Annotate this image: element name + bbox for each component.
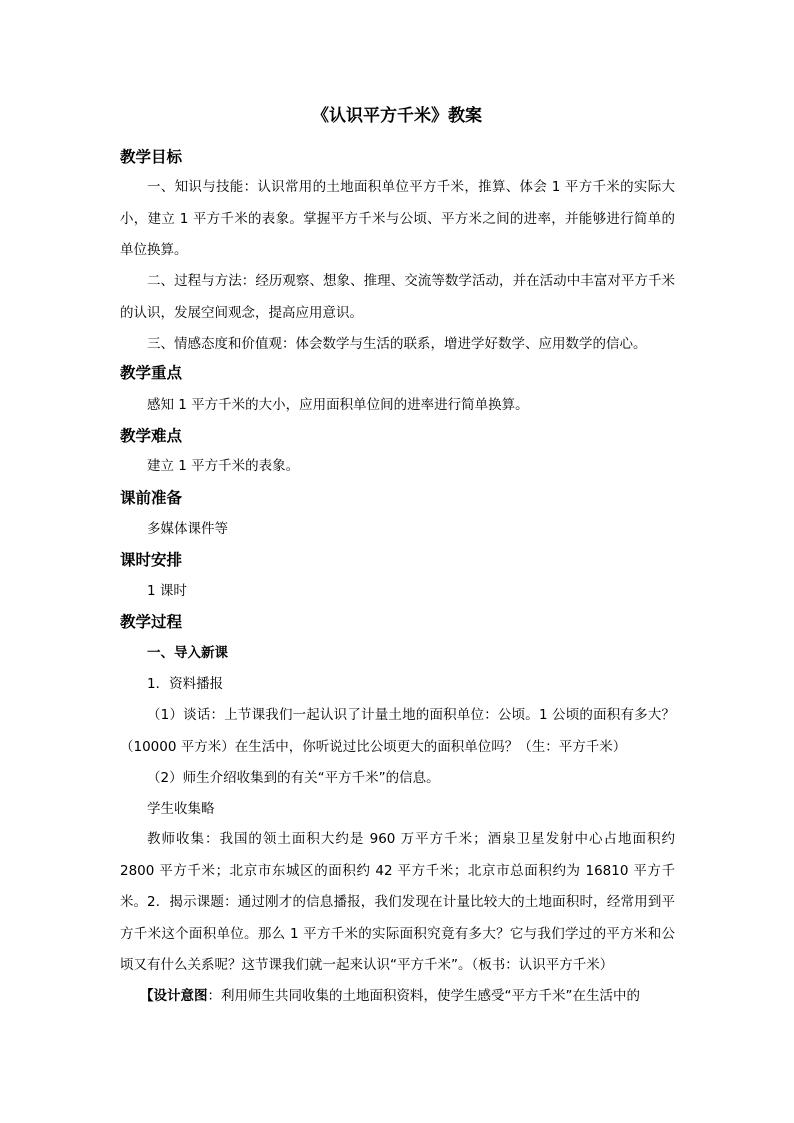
schedule-text: 1 课时 bbox=[147, 583, 187, 599]
goal-process-methods: 二、过程与方法：经历观察、想象、推理、交流等数学活动，并在活动中丰富对平方千米的认识，发展空间观念，提高应用意识。 bbox=[120, 273, 675, 321]
goal-knowledge-skills: 一、知识与技能：认识常用的土地面积单位平方千米，推算、体会 1 平方千米的实际大小，建立 1 平方千米的表象。掌握平方千米与公顷、平方米之间的进率，并能够进行简单的单位换算。 bbox=[120, 179, 675, 258]
heading-difficulties: 教学难点 bbox=[120, 427, 183, 445]
document-title: 《认识平方千米》教案 bbox=[312, 106, 482, 126]
design-intent-label: 【设计意图 bbox=[140, 988, 208, 1004]
student-collect: 学生收集略 bbox=[147, 801, 215, 817]
design-intent bbox=[120, 981, 680, 1013]
part1-heading: 一、导入新课 bbox=[147, 645, 228, 661]
difficulties-text: 建立 1 平方千米的表象。 bbox=[147, 458, 300, 474]
heading-schedule: 课时安排 bbox=[120, 551, 183, 569]
goal-attitude-values: 三、情感态度和价值观：体会数学与生活的联系，增进学好数学、应用数学的信心。 bbox=[147, 336, 647, 352]
heading-preparation: 课前准备 bbox=[120, 489, 183, 507]
step1-item2: （2）师生介绍收集到的有关“平方千米”的信息。 bbox=[147, 770, 440, 786]
step2-reveal-topic: 2．揭示课题：通过刚才的信息播报，我们发现在计量比较大的土地面积时，经常用到平方千米这个面积单位。那么 1 平方千米的实际面积究竟有多大？它与我们学过的平方米和公顷又有什么关系呢？这节课我们就一起来认识“平方千米”。（板书：认识平方千米） bbox=[120, 894, 675, 973]
step1-title: 1．资料播报 bbox=[147, 676, 224, 692]
heading-teaching-goals: 教学目标 bbox=[120, 148, 183, 166]
heading-teaching-process: 教学过程 bbox=[120, 613, 183, 631]
preparation-text: 多媒体课件等 bbox=[147, 521, 228, 537]
heading-key-points: 教学重点 bbox=[120, 364, 183, 382]
design-intent-text: ：利用师生共同收集的土地面积资料，使学生感受“平方千米”在生活中的 bbox=[207, 988, 640, 1004]
teacher-collect: 教师收集：我国的领土面积大约是 960 万平方千米；酒泉卫星发射中心占地面积约 2800 平方千米；北京市东城区的面积约 42 平方千米；北京市总面积约为 16810 平方千米。 bbox=[120, 831, 675, 910]
step1-item1: （1）谈话：上节课我们一起认识了计量土地的面积单位：公顷。1 公顷的面积有多大？（10000 平方米）在生活中，你听说过比公顷更大的面积单位吗？（生：平方千米） bbox=[120, 707, 675, 755]
key-points-text: 感知 1 平方千米的大小，应用面积单位间的进率进行简单换算。 bbox=[147, 397, 529, 413]
